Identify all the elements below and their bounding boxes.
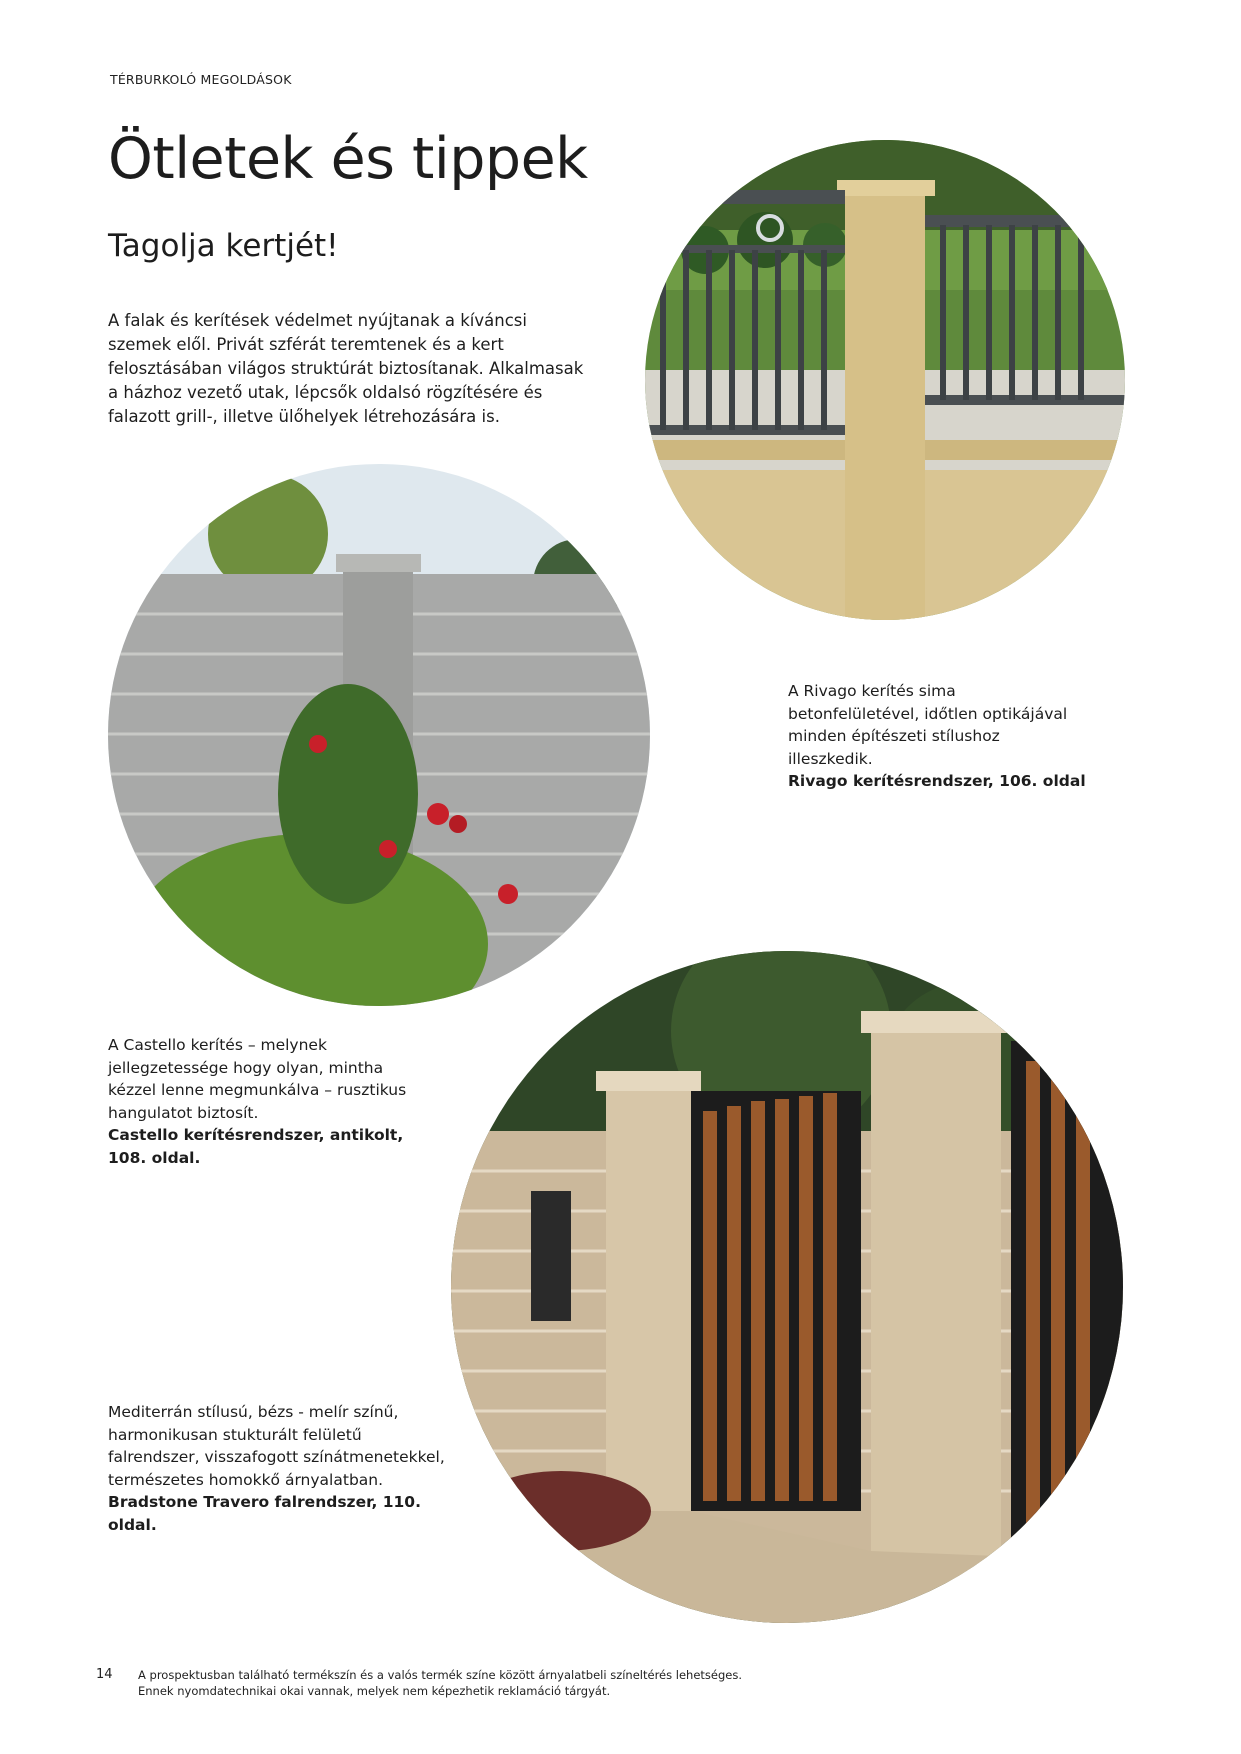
rivago-caption [788, 680, 1088, 793]
footnote-line-2: Ennek nyomdatechnikai okai vannak, melyek nem képezhetik reklamáció tárgyát. [138, 1684, 611, 1698]
rivago-caption-text: A Rivago kerítés sima betonfelületével, időtlen optikájával minden építészeti stílushoz illeszkedik. [788, 682, 1068, 768]
footnote-line-1: A prospektusban található termékszín és a valós termék színe között árnyalatbeli színeltérés lehetséges. [138, 1668, 742, 1682]
rivago-caption-ref: Rivago kerítésrendszer, 106. oldal [788, 772, 1086, 790]
intro-paragraph: A falak és kerítések védelmet nyújtanak a kíváncsi szemek elől. Privát szférát teremtenek és a kert felosztásában világos struktúrát biztosítanak. Alkalmasak a házhoz vezető utak, lépcsők oldalsó rögzítésére és falazott grill-, illetve ülőhelyek létrehozására is. [108, 311, 584, 426]
travero-caption-ref: Bradstone Travero falrendszer, 110. oldal. [108, 1493, 421, 1534]
page-title: Ötletek és tippek [108, 126, 588, 192]
castello-caption-text: A Castello kerítés – melynek jellegzetessége hogy olyan, mintha kézzel lenne megmunkálva – rusztikus hangulatot biztosít. [108, 1036, 407, 1122]
travero-caption [108, 1401, 448, 1536]
footnote [138, 1667, 838, 1699]
section-kicker: TÉRBURKOLÓ MEGOLDÁSOK [110, 72, 292, 87]
castello-fence-photo [108, 464, 650, 1006]
castello-caption [108, 1034, 408, 1169]
rivago-fence-photo [645, 140, 1125, 620]
page-number: 14 [96, 1667, 113, 1682]
page-subtitle: Tagolja kertjét! [108, 228, 339, 264]
travero-caption-text: Mediterrán stílusú, bézs - melír színű, harmonikusan stukturált felületű falrendszer, visszafogott színátmenetekkel, természetes homokkő árnyalatban. [108, 1403, 445, 1489]
castello-caption-ref: Castello kerítésrendszer, antikolt, 108. oldal. [108, 1126, 404, 1167]
travero-wall-photo [451, 951, 1123, 1623]
